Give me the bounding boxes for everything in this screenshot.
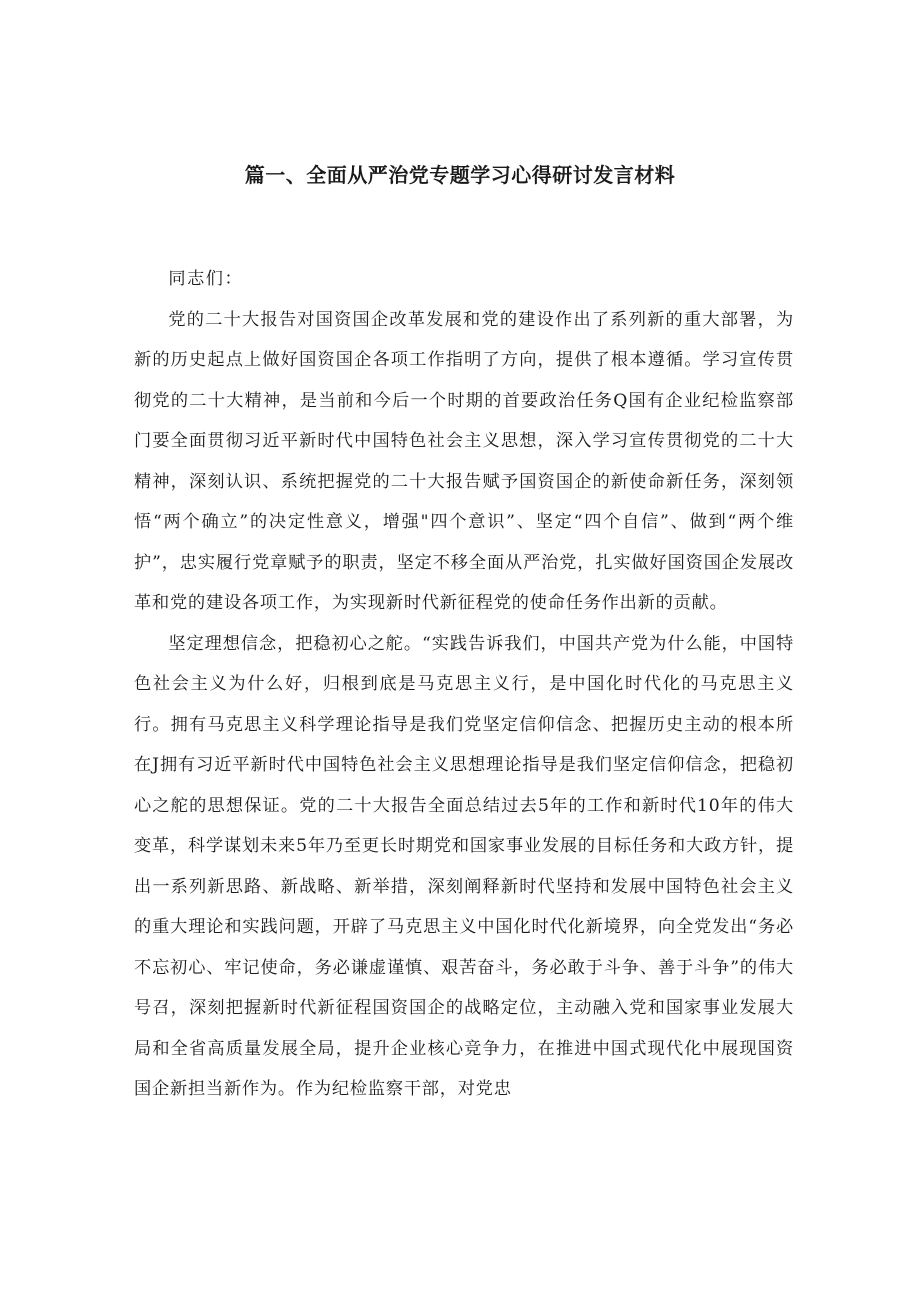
document-title: 篇一、全面从严治党专题学习心得研讨发言材料 xyxy=(244,163,676,187)
document-body xyxy=(134,259,794,1110)
paragraph-2: 坚定理想信念，把稳初心之舵。“实践告诉我们，中国共产党为什么能，中国特色社会主义为什么好，归根到底是马克思主义行，是中国化时代化的马克思主义行。拥有马克思主义科学理论指导是我们党坚定信仰信念、把握历史主动的根本所在J拥有习近平新时代中国特色社会主义思想理论指导是我们坚定信仰信念，把稳初心之舵的思想保证。党的二十大报告全面总结过去5年的工作和新时代10年的伟大变革，科学谋划未来5年乃至更长时期党和国家事业发展的目标任务和大政方针，提出一系列新思路、新战略、新举措，深刻阐释新时代坚持和发展中国特色社会主义的重大理论和实践问题，开辟了马克思主义中国化时代化新境界，向全党发出“务必不忘初心、牢记使命，务必谦虚谨慎、艰苦奋斗，务必敢于斗争、善于斗争”的伟大号召，深刻把握新时代新征程国资国企的战略定位，主动融入党和国家事业发展大局和全省高质量发展全局，提升企业核心竞争力，在推进中国式现代化中展现国资国企新担当新作为。作为纪检监察干部，对党忠 xyxy=(134,633,794,1099)
paragraph-1: 党的二十大报告对国资国企改革发展和党的建设作出了系列新的重大部署，为新的历史起点上做好国资国企各项工作指明了方向，提供了根本遵循。学习宣传贯彻党的二十大精神，是当前和今后一个时期的首要政治任务Q国有企业纪检监察部门要全面贯彻习近平新时代中国特色社会主义思想，深入学习宣传贯彻党的二十大精神，深刻认识、系统把握党的二十大报告赋予国资国企的新使命新任务，深刻领悟“两个确立”的决定性意义，增强"四个意识”、坚定“四个自信”、做到“两个维护”，忠实履行党章赋予的职责，坚定不移全面从严治党，扎实做好国资国企发展改革和党的建设各项工作，为实现新时代新征程党的使命任务作出新的贡献。 xyxy=(134,309,794,613)
salutation: 同志们： xyxy=(168,269,244,289)
